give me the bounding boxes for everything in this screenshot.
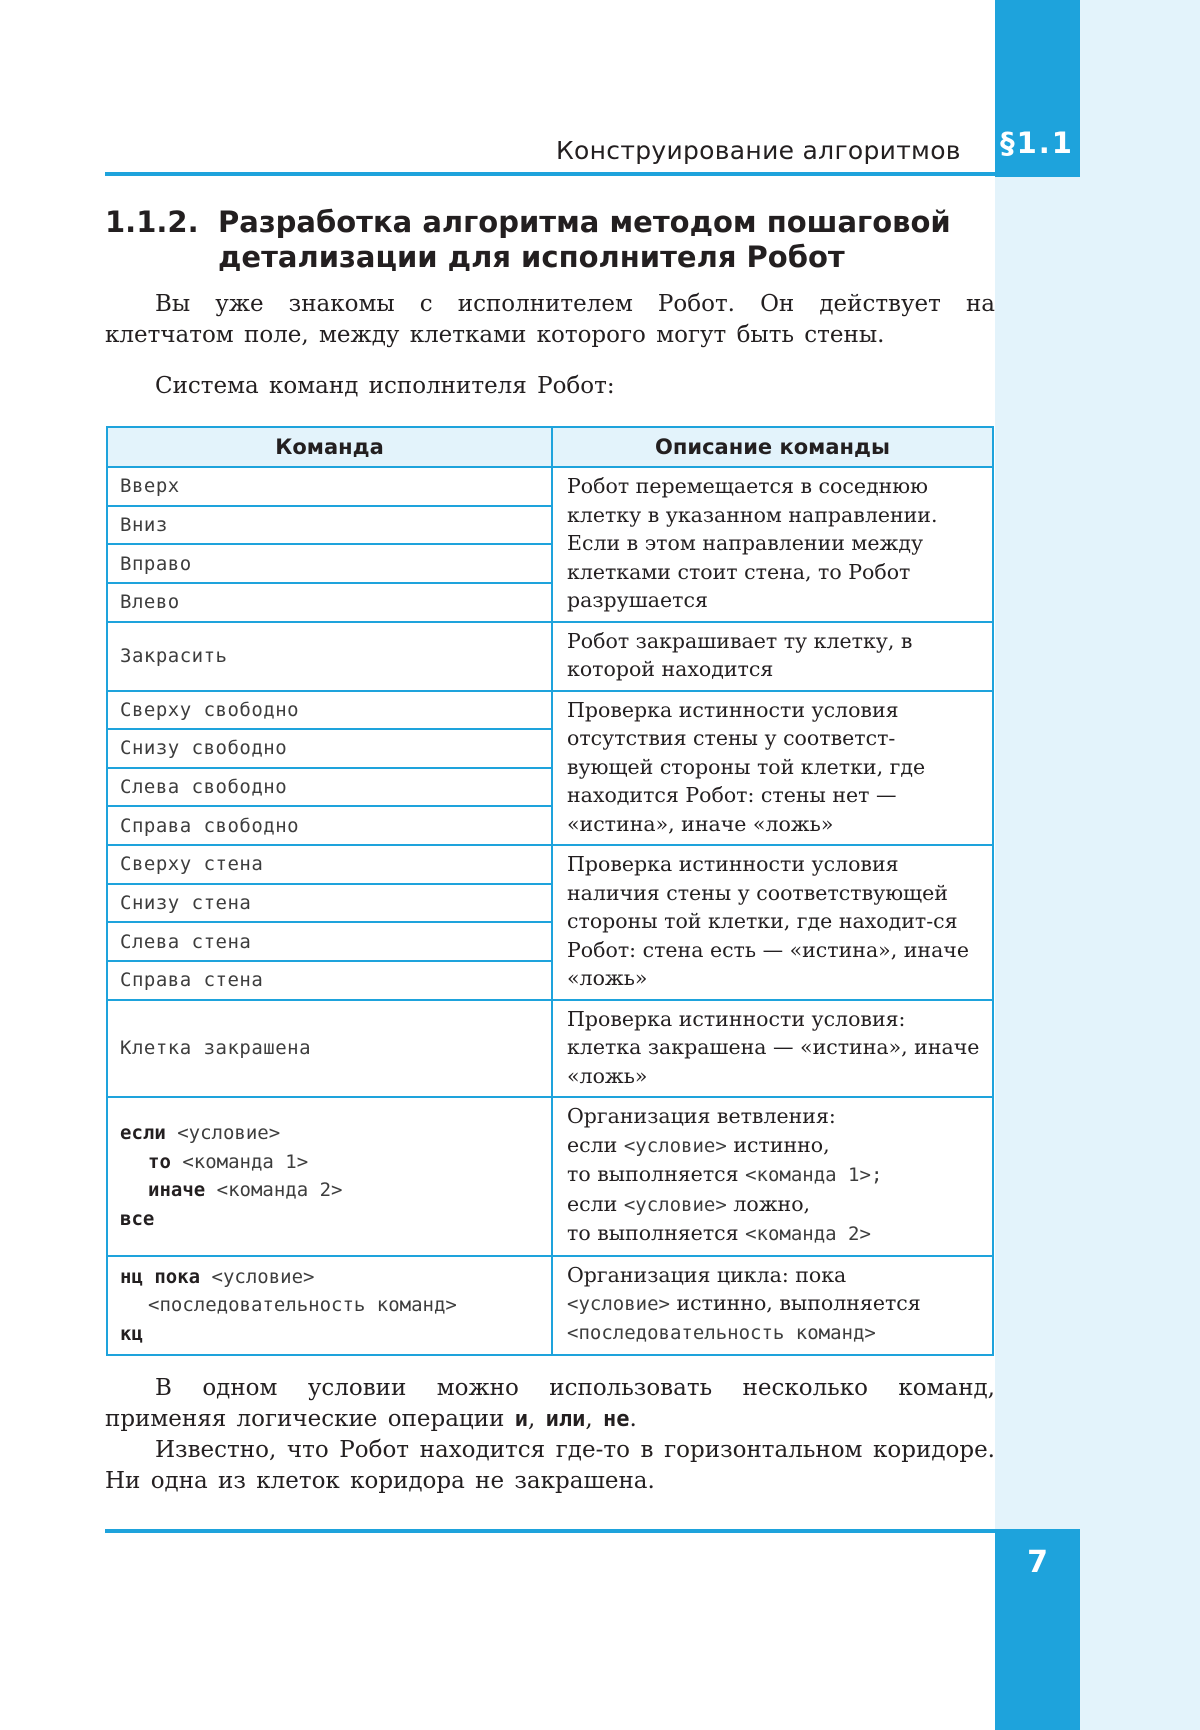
page-number: 7 — [1027, 1545, 1048, 1580]
intro-text — [105, 289, 995, 351]
description-cell: Проверка истинности условия: клетка закрашена — «истина», иначе «ложь» — [552, 1000, 993, 1098]
table-row-loop — [107, 1256, 993, 1356]
command-cell: Слева стена — [107, 922, 552, 961]
command-cell: Клетка закрашена — [107, 1000, 552, 1098]
command-cell: Снизу свободно — [107, 729, 552, 768]
command-cell: Справа стена — [107, 961, 552, 1000]
code-command-2: <команда 2> — [216, 1179, 343, 1202]
kw-loop-end: кц — [120, 1322, 143, 1345]
loop-code — [107, 1256, 552, 1356]
intro-text-2 — [105, 371, 995, 402]
branch-desc-true: истинно, — [733, 1132, 830, 1157]
running-header: Конструирование алгоритмов — [556, 136, 961, 165]
branch-code — [107, 1097, 552, 1256]
loop-desc-sequence: <последовательность команд> — [567, 1321, 876, 1344]
intro-paragraph-2: Система команд исполнителя Робот: — [155, 373, 615, 399]
command-cell: Вправо — [107, 544, 552, 583]
table-row — [107, 1000, 993, 1098]
kw-loop: нц пока — [120, 1265, 201, 1288]
code-condition: <условие> — [177, 1122, 281, 1145]
header-command: Команда — [107, 427, 552, 467]
loop-desc-rest: истинно, выполняется — [676, 1291, 921, 1315]
table-row — [107, 691, 993, 730]
table-row — [107, 467, 993, 506]
branch-description — [552, 1097, 993, 1256]
branch-desc-false: ложно, — [733, 1191, 811, 1216]
footer-rule — [105, 1529, 1080, 1533]
section-title — [105, 205, 1005, 275]
branch-desc-if: если — [567, 1132, 618, 1157]
command-cell: Сверху свободно — [107, 691, 552, 730]
page-accent-gap — [995, 177, 1080, 1529]
command-cell: Закрасить — [107, 622, 552, 691]
command-cell: Вниз — [107, 506, 552, 545]
description-cell: Робот закрашивает ту клетку, в которой находится — [552, 622, 993, 691]
description-cell: Робот перемещается в соседнюю клетку в указанном направлении. Если в этом направлении между клетками стоит стена, то Робот разрушается — [552, 467, 993, 622]
code-condition: <условие> — [211, 1265, 315, 1288]
table-row-branch — [107, 1097, 993, 1256]
kw-if: если — [120, 1122, 166, 1145]
table-row — [107, 845, 993, 884]
table-row — [107, 622, 993, 691]
branch-desc-condition: <условие> — [623, 1134, 727, 1157]
intro-paragraph-1: Вы уже знакомы с исполнителем Робот. Он действует на клетчатом поле, между клетками которого могут быть стены. — [105, 291, 995, 348]
header-description: Описание команды — [552, 427, 993, 467]
section-title-line1: Разработка алгоритма методом пошаговой — [218, 205, 951, 239]
command-cell: Снизу стена — [107, 884, 552, 923]
branch-desc-line: Организация ветвления: — [567, 1104, 836, 1128]
header-rule — [105, 172, 1080, 176]
branch-desc-command-2: <команда 2> — [745, 1223, 871, 1245]
code-command-1: <команда 1> — [182, 1150, 309, 1173]
op-not: не — [602, 1407, 630, 1432]
branch-desc-if: если — [567, 1191, 618, 1216]
branch-desc-then: то выполняется — [567, 1162, 739, 1186]
command-table — [106, 426, 994, 1356]
op-or: или — [545, 1407, 586, 1432]
section-title-line2: детализации для исполнителя Робот — [218, 240, 845, 274]
branch-desc-command-1: <команда 1>; — [745, 1164, 883, 1186]
outro-paragraph-1: В одном условии можно использовать несколько команд, применяя логические операции и, или, не. — [105, 1375, 995, 1432]
kw-then: то — [148, 1150, 171, 1173]
kw-end: все — [120, 1207, 155, 1230]
outro-paragraph-2: Известно, что Робот находится где-то в горизонтальном коридоре. Ни одна из клеток коридора не закрашена. — [105, 1437, 995, 1494]
command-cell: Справа свободно — [107, 806, 552, 845]
outro-text — [105, 1373, 995, 1497]
description-cell: Проверка истинности условия наличия стены у соответствующей стороны той клетки, где находит-ся Робот: стена есть — «истина», иначе «ложь» — [552, 845, 993, 1000]
description-cell: Проверка истинности условия отсутствия стены у соответст-вующей стороны той клетки, где находится Робот: стены нет — «истина», иначе «ложь» — [552, 691, 993, 846]
section-number: 1.1.2. — [105, 205, 199, 239]
table-header-row — [107, 427, 993, 467]
loop-desc-line: Организация цикла: пока — [567, 1262, 847, 1287]
branch-desc-condition: <условие> — [623, 1193, 727, 1216]
kw-else: иначе — [148, 1179, 206, 1202]
code-sequence: <последовательность команд> — [148, 1294, 457, 1316]
branch-desc-then: то выполняется — [567, 1221, 739, 1245]
loop-description — [552, 1256, 993, 1356]
loop-desc-condition: <условие> — [567, 1293, 670, 1315]
paragraph-mark: §1.1 — [1000, 126, 1074, 160]
outro-p1-text: В одном условии можно использовать несколько команд, применяя логические операции — [105, 1375, 995, 1432]
command-cell: Сверху стена — [107, 845, 552, 884]
command-cell: Слева свободно — [107, 768, 552, 807]
op-and: и — [514, 1407, 528, 1432]
command-cell: Вверх — [107, 467, 552, 506]
command-cell: Влево — [107, 583, 552, 622]
